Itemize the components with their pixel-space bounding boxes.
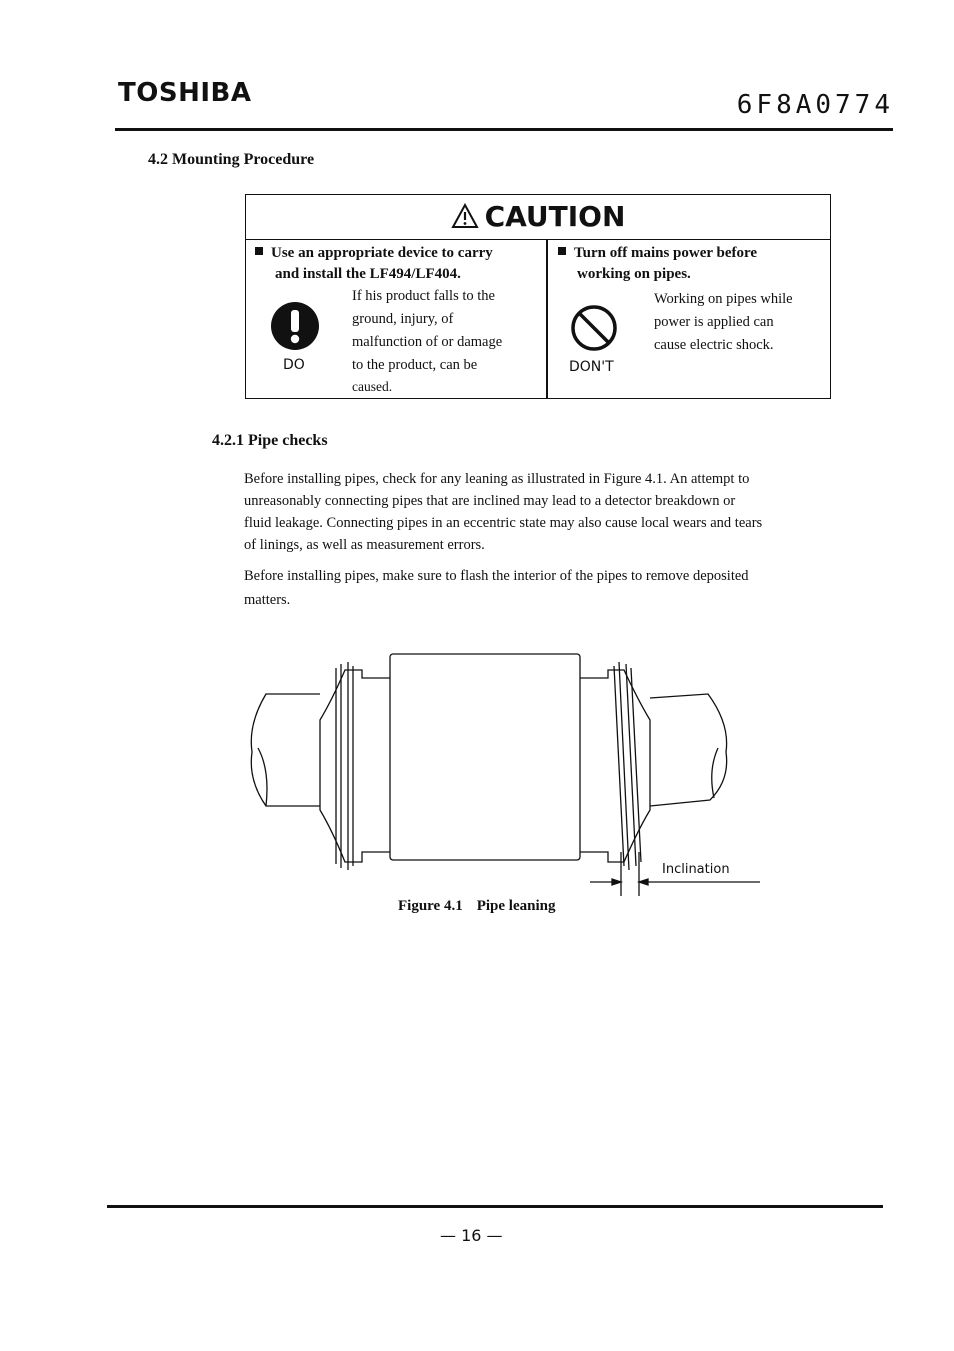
column-divider bbox=[546, 239, 548, 398]
document-number: 6F8A0774 bbox=[736, 90, 894, 120]
inclination-label: Inclination bbox=[662, 862, 730, 877]
paragraph-line: of linings, as well as measurement errors. bbox=[244, 537, 485, 553]
paragraph-line: fluid leakage. Connecting pipes in an eccentric state may also cause local wears and tears bbox=[244, 515, 763, 531]
paragraph-line: Before installing pipes, check for any leaning as illustrated in Figure 4.1. An attempt to bbox=[244, 471, 750, 487]
paragraph-line: matters. bbox=[244, 592, 291, 608]
do-label: DO bbox=[283, 357, 305, 373]
figure-title: Pipe leaning bbox=[476, 898, 556, 914]
pipe-leaning-figure bbox=[240, 640, 780, 900]
detector-body bbox=[390, 654, 580, 860]
right-pipe bbox=[650, 694, 727, 806]
caution-title: CAUTION bbox=[484, 200, 626, 233]
mandatory-action-icon bbox=[270, 301, 320, 351]
right-note-line: power is applied can bbox=[654, 314, 774, 330]
left-heading-line2: and install the LF494/LF404. bbox=[275, 266, 461, 282]
right-note-line: Working on pipes while bbox=[654, 291, 793, 307]
paragraph-line: unreasonably connecting pipes that are inclined may lead to a detector breakdown or bbox=[244, 493, 736, 509]
header-rule bbox=[115, 128, 893, 131]
prohibition-icon bbox=[570, 304, 618, 352]
figure-caption bbox=[398, 898, 555, 915]
caution-box bbox=[245, 194, 831, 399]
right-note bbox=[654, 288, 829, 357]
right-heading-line1: Turn off mains power before bbox=[574, 245, 758, 261]
paragraph-line: Before installing pipes, make sure to flash the interior of the pipes to remove deposited bbox=[244, 568, 749, 584]
paragraph-pipe-checks bbox=[244, 468, 849, 556]
right-heading-line2: working on pipes. bbox=[577, 266, 691, 282]
dont-label: DON'T bbox=[569, 359, 614, 375]
left-heading-line1: Use an appropriate device to carry bbox=[271, 245, 493, 261]
left-pipe bbox=[251, 694, 320, 806]
footer-rule bbox=[107, 1205, 883, 1208]
left-note-line: ground, injury, of bbox=[352, 311, 454, 327]
brand-logo: TOSHIBA bbox=[118, 78, 252, 108]
left-note-line: caused. bbox=[352, 379, 393, 394]
caution-header bbox=[246, 195, 830, 240]
right-note-line: cause electric shock. bbox=[654, 337, 774, 353]
left-note bbox=[352, 285, 542, 397]
section-heading: 4.2 Mounting Procedure bbox=[148, 151, 315, 168]
figure-label: Figure 4.1 bbox=[398, 898, 463, 914]
paragraph-flushing bbox=[244, 564, 849, 612]
right-heading bbox=[558, 243, 757, 285]
left-heading bbox=[255, 243, 493, 285]
bullet-square-icon bbox=[255, 247, 263, 255]
subsection-heading: 4.2.1 Pipe checks bbox=[212, 432, 328, 449]
page-number: — 16 — bbox=[440, 1226, 503, 1245]
warning-triangle-icon bbox=[451, 203, 479, 229]
left-note-line: If his product falls to the bbox=[352, 288, 495, 304]
right-flange bbox=[580, 662, 650, 870]
left-note-line: malfunction of or damage bbox=[352, 334, 503, 350]
left-flange bbox=[320, 662, 390, 870]
left-note-line: to the product, can be bbox=[352, 357, 478, 373]
bullet-square-icon bbox=[558, 247, 566, 255]
